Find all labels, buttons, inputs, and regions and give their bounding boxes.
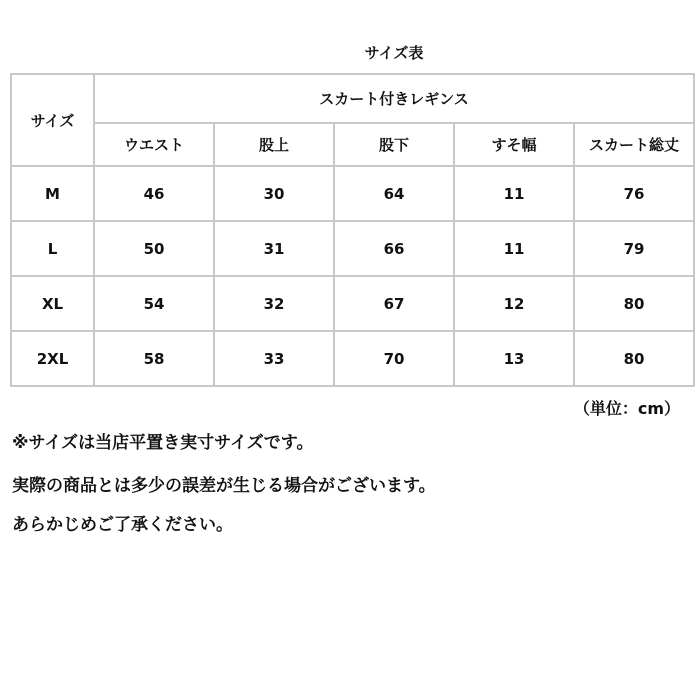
table-cell: 11 (454, 221, 574, 276)
table-cell: 67 (334, 276, 454, 331)
table-cell: 58 (94, 331, 214, 386)
table-cell: 54 (94, 276, 214, 331)
row-size-label: L (11, 221, 94, 276)
row-size-label: XL (11, 276, 94, 331)
product-name-header: スカート付きレギンス (94, 74, 694, 123)
column-header-inseam: 股下 (334, 123, 454, 166)
table-cell: 64 (334, 166, 454, 221)
table-row (11, 221, 694, 276)
table-cell: 33 (214, 331, 334, 386)
column-header-rise: 股上 (214, 123, 334, 166)
table-cell: 80 (574, 276, 694, 331)
table-header-row (11, 74, 694, 123)
table-cell: 50 (94, 221, 214, 276)
table-cell: 32 (214, 276, 334, 331)
size-column-header: サイズ (11, 74, 94, 166)
size-table (10, 73, 695, 387)
table-cell: 70 (334, 331, 454, 386)
table-cell: 46 (94, 166, 214, 221)
table-cell: 31 (214, 221, 334, 276)
table-cell: 76 (574, 166, 694, 221)
note-line: あらかじめご了承ください。 (12, 515, 233, 535)
table-row (11, 166, 694, 221)
table-row (11, 276, 694, 331)
table-cell: 30 (214, 166, 334, 221)
unit-label: （単位：cm） (573, 399, 680, 418)
table-cell: 79 (574, 221, 694, 276)
column-header-waist: ウエスト (94, 123, 214, 166)
table-cell: 11 (454, 166, 574, 221)
column-header-hem-width: すそ幅 (454, 123, 574, 166)
table-cell: 13 (454, 331, 574, 386)
table-cell: 80 (574, 331, 694, 386)
table-row (11, 331, 694, 386)
note-line: ※サイズは当店平置き実寸サイズです。 (12, 433, 314, 453)
row-size-label: 2XL (11, 331, 94, 386)
table-cell: 66 (334, 221, 454, 276)
table-cell: 12 (454, 276, 574, 331)
column-header-skirt-length: スカート総丈 (574, 123, 694, 166)
row-size-label: M (11, 166, 94, 221)
page-title: サイズ表 (364, 44, 424, 62)
note-line: 実際の商品とは多少の誤差が生じる場合がございます。 (12, 476, 436, 496)
table-subheader-row (11, 123, 694, 166)
